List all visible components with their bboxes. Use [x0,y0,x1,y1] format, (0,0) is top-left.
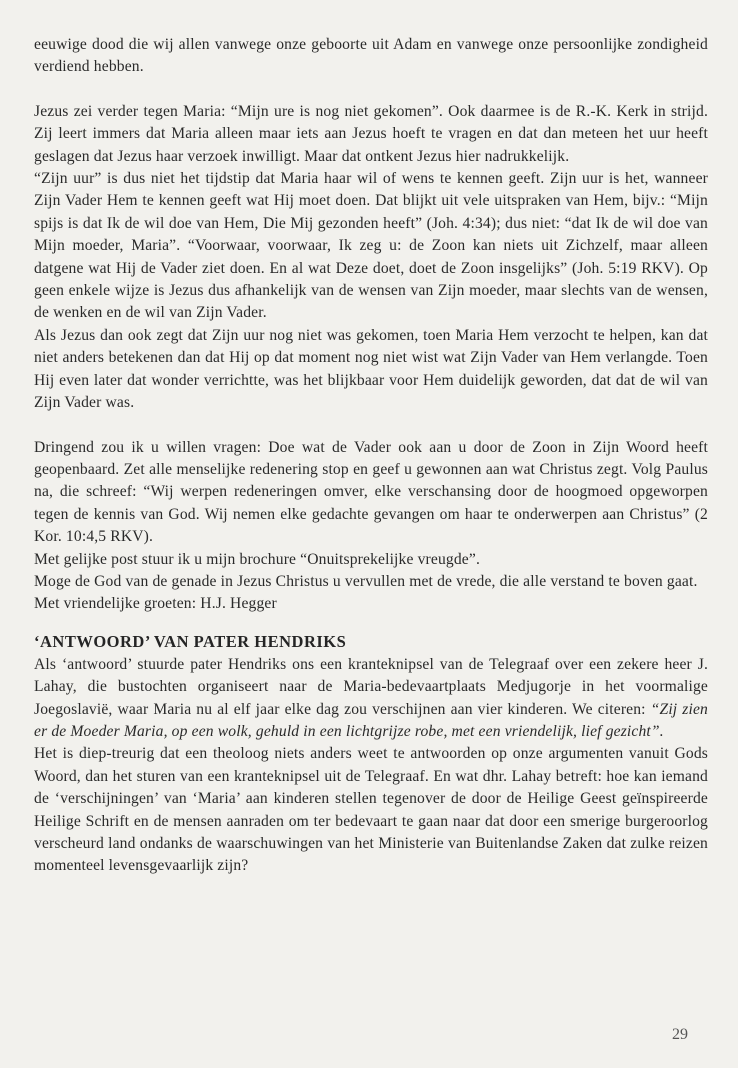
paragraph: Dringend zou ik u willen vragen: Doe wat de Vader ook aan u door de Zoon in Zijn Woord heeft geopenbaard. Zet alle menselijke redenering stop en geef u gewonnen aan wat Christus zegt. Volg Paulus na, die schreef: “Wij werpen redeneringen omver, elke verschansing door de hoogmoed opgeworpen tegen de kennis van God. Wij nemen elke gedachte gevangen om haar te onderwerpen aan Christus” (2 Kor. 10:4,5 RKV). [34,438,708,546]
page-body [34,34,708,878]
paragraph: Met gelijke post stuur ik u mijn brochure “Onuitsprekelijke vreugde”. [34,550,480,568]
paragraph: “Zijn uur” is dus niet het tijdstip dat Maria haar wil of wens te kennen geeft. Zijn uur is het, wanneer Zijn Vader Hem te kennen geeft wat Hij moet doen. Dat blijkt uit vele uitspraken van Hem, bijv.: “Mijn spijs is dat Ik de wil doe van Hem, Die Mij gezonden heeft” (Joh. 4:34); dus niet: “dat Ik de wil doe van Mijn moeder, Maria”. “Voorwaar, voorwaar, Ik zeg u: de Zoon kan niets uit Zichzelf, maar alleen datgene wat Hij de Vader ziet doen. En al wat Deze doet, doet de Zoon insgelijks” (Joh. 5:19 RKV). Op geen enkele wijze is Jezus dus afhankelijk van de wensen van Zijn moeder, maar slechts van de wensen, de wenken en de wil van Zijn Vader. [34,170,708,322]
section-heading: ‘ANTWOORD’ VAN PATER HENDRIKS [34,631,347,651]
paragraph: Als Jezus dan ook zegt dat Zijn uur nog niet was gekomen, toen Maria Hem verzocht te helpen, kan dat niet anders betekenen dan dat Hij op dat moment nog niet wist wat Zijn Vader van Hem verlangde. Toen Hij even later dat wonder verrichtte, was het blijkbaar voor Hem duidelijk geworden, dat dat de wil van Zijn Vader was. [34,326,708,412]
paragraph: eeuwige dood die wij allen vanwege onze geboorte uit Adam en vanwege onze persoonlijke zondigheid verdiend hebben. [34,36,708,76]
signature-line: Met vriendelijke groeten: H.J. Hegger [34,595,277,613]
quote-italic: “Zij zien er de Moeder Maria, op een wolk, gehuld in een lichtgrijze robe, met een vriendelijk, lief gezicht”. [34,700,708,740]
paragraph: Het is diep-treurig dat een theoloog niets anders weet te antwoorden op onze argumenten vanuit Gods Woord, dan het sturen van een kranteknipsel uit de Telegraaf. En wat dhr. Lahay betreft: hoe kan iemand de ‘verschijningen’ van ‘Maria’ aan kinderen stellen tegenover de door de Heilige Geest geïnspireerde Heilige Schrift en de mensen aanraden om ter bedevaart te gaan naar dat door een smerige burgeroorlog verscheurd land ondanks de waarschuwingen van het Ministerie van Buitenlandse Zaken dat zulke reizen momenteel levensgevaarlijk zijn? [34,745,708,875]
paragraph [34,654,708,744]
paragraph-text: Als ‘antwoord’ stuurde pater Hendriks ons een kranteknipsel van de Telegraaf over een zekere heer J. Lahay, die bustochten organiseert naar de Maria-bedevaartplaats Medjugorje in het voormalige Joegoslavië, waar Maria nu al elf jaar elke dag zou verschijnen aan vier kinderen. We citeren: [34,655,708,718]
paragraph: Moge de God van de genade in Jezus Christus u vervullen met de vrede, die alle verstand te boven gaat. [34,572,698,590]
page-number: 29 [672,1026,688,1043]
paragraph: Jezus zei verder tegen Maria: “Mijn ure is nog niet gekomen”. Ook daarmee is de R.-K. Kerk in strijd. Zij leert immers dat Maria alleen maar iets aan Jezus hoeft te vragen en dat dan meteen het uur heeft geslagen dat Jezus haar verzoek inwilligt. Maar dat ontkent Jezus hier nadrukkelijk. [34,102,708,165]
